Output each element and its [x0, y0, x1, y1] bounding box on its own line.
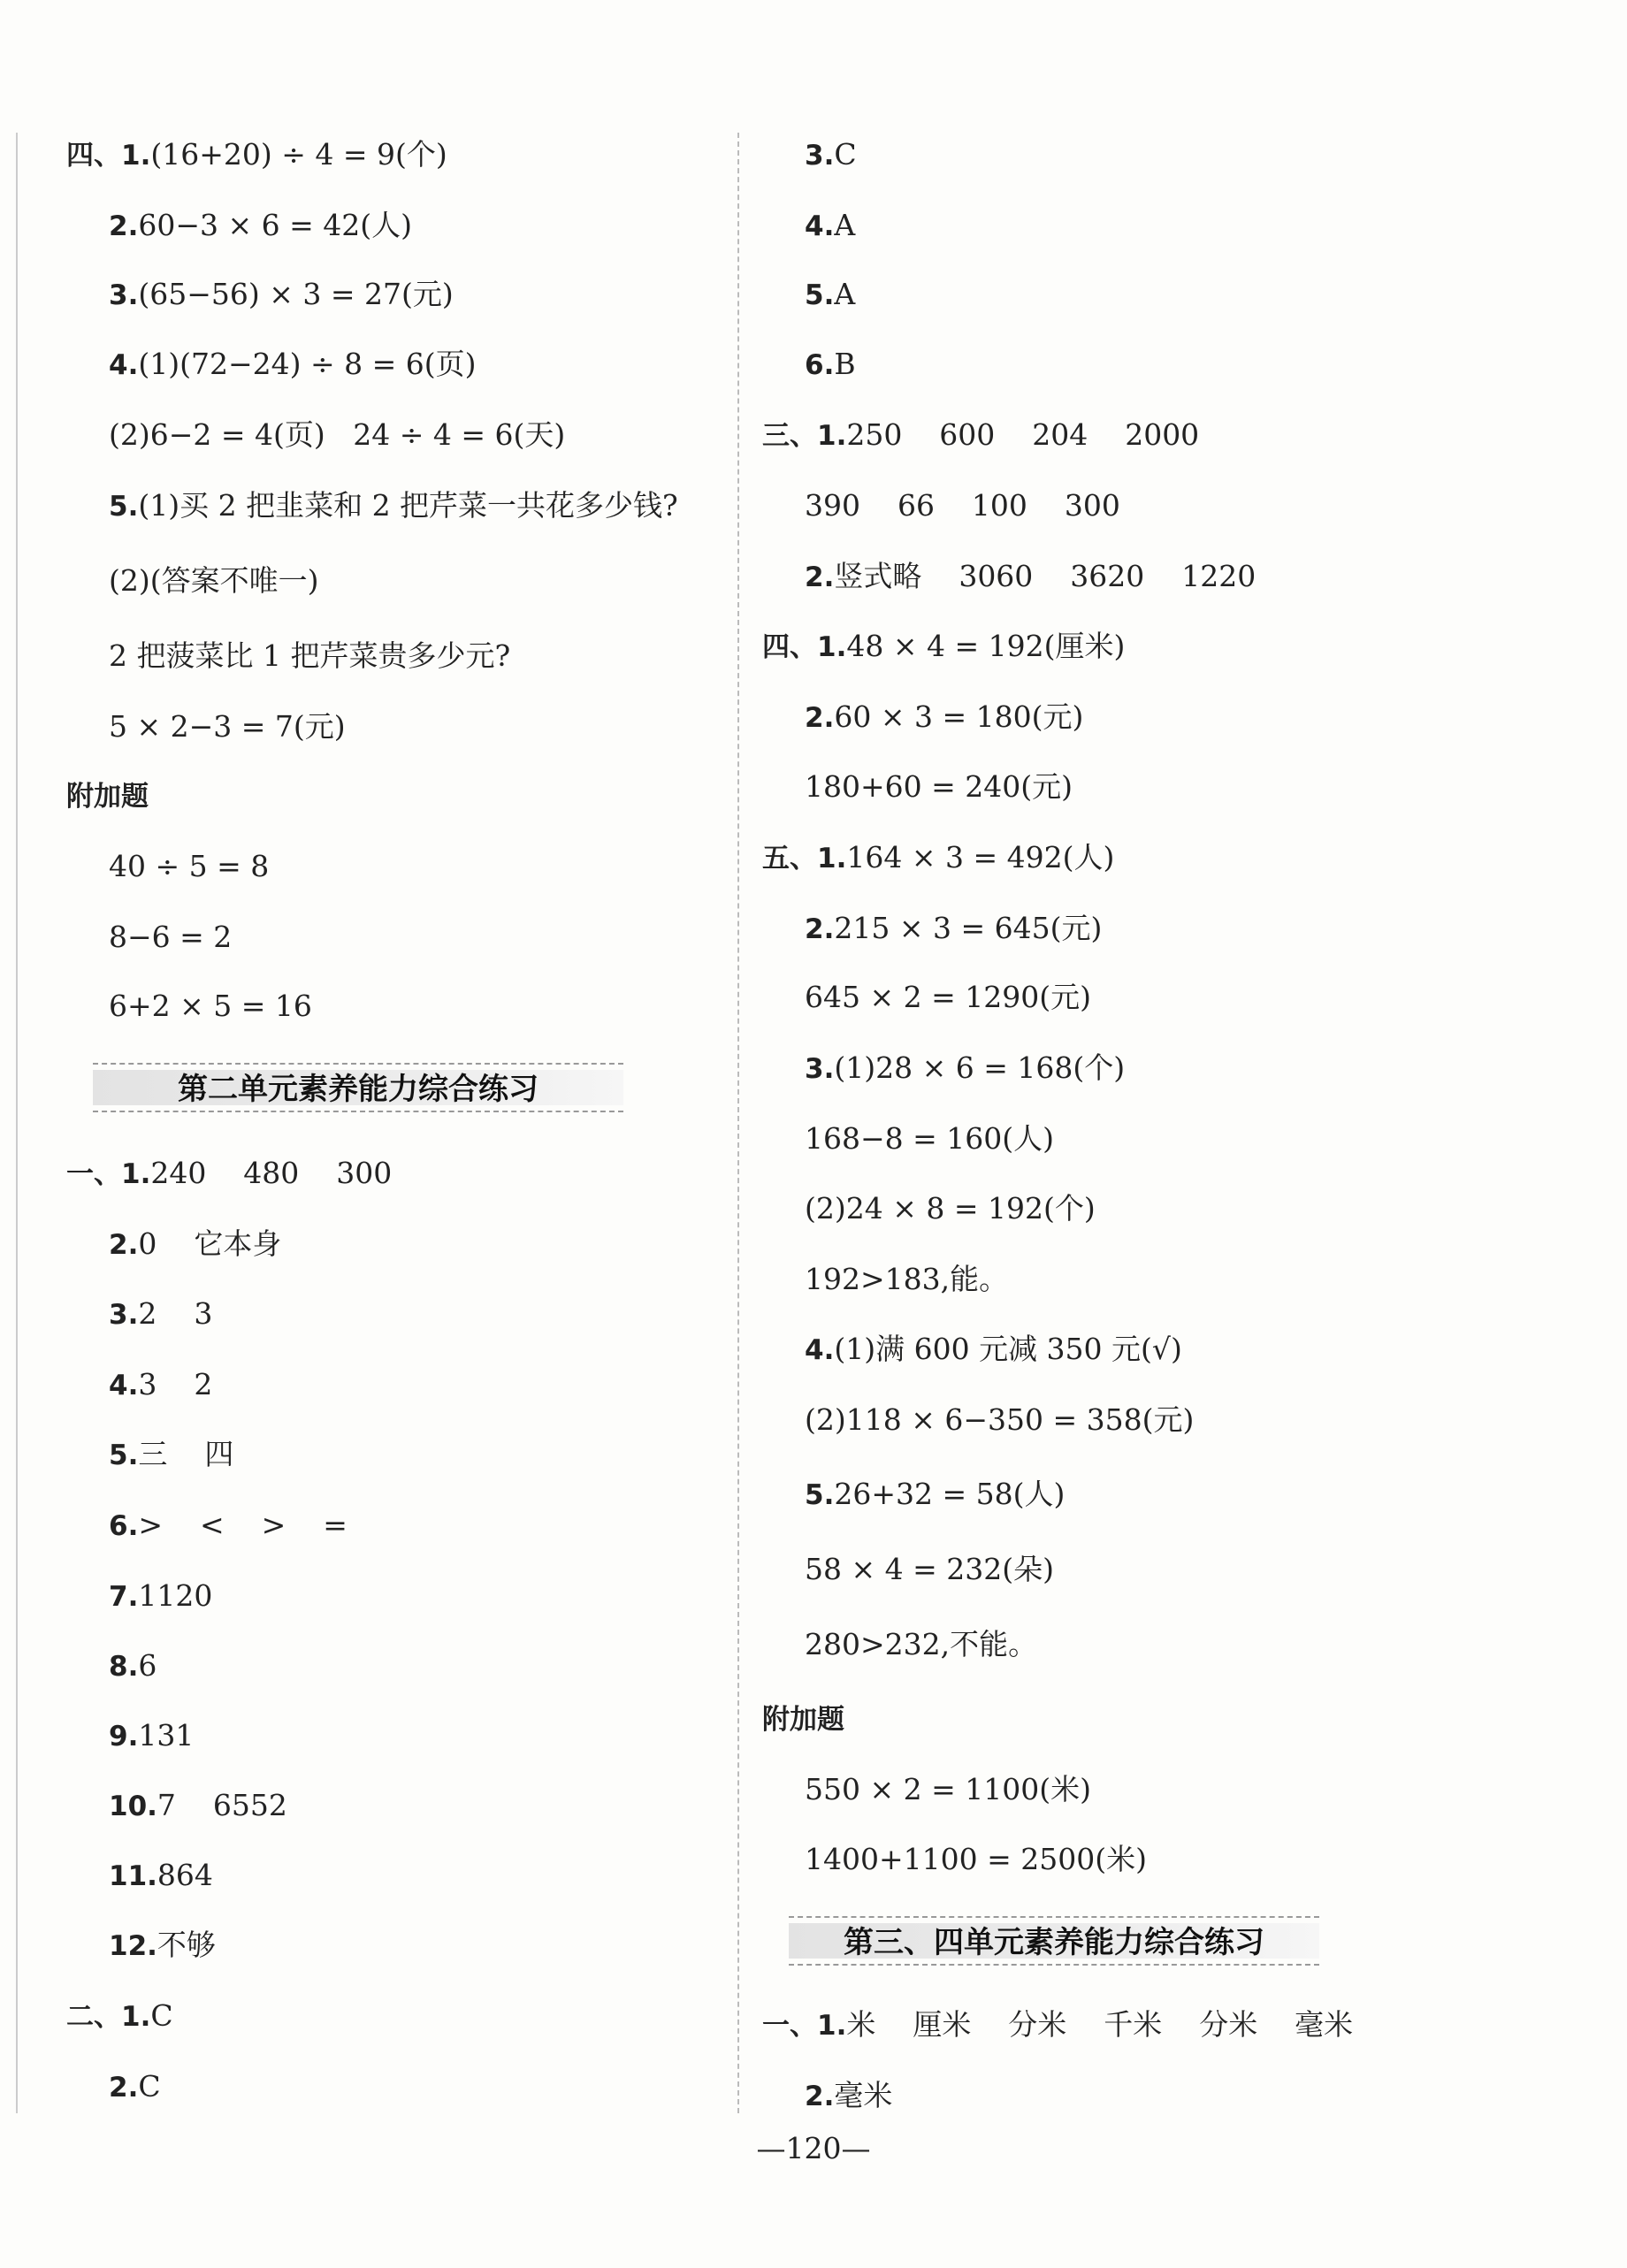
answer-line — [805, 1121, 1054, 1157]
question-number: 10. — [109, 1791, 157, 1822]
question-number: 9. — [109, 1721, 139, 1753]
answer-line — [109, 1367, 212, 1402]
answer-text: C — [138, 2069, 161, 2104]
answer-line — [109, 1437, 233, 1472]
answer-line — [109, 1226, 281, 1262]
answer-line — [805, 980, 1091, 1015]
answer-text: 168−8 = 160(人) — [805, 1121, 1054, 1156]
answer-text: 240 480 300 — [150, 1156, 393, 1190]
answer-text: 40 ÷ 5 = 8 — [109, 849, 270, 883]
answer-text: (2)24 × 8 = 192(个) — [805, 1191, 1096, 1226]
answer-text: 2 3 — [138, 1296, 213, 1331]
question-number: 7. — [109, 1581, 139, 1613]
answer-text: 390 66 100 300 — [805, 488, 1120, 523]
question-number: 6. — [109, 1510, 139, 1542]
answer-line — [109, 1296, 212, 1332]
question-number: 3. — [109, 1299, 139, 1331]
question-number: 2. — [805, 702, 835, 734]
bonus-heading: 附加题 — [762, 1704, 844, 1736]
question-number: 2. — [805, 913, 835, 945]
answer-text: 60 × 3 = 180(元) — [834, 699, 1084, 734]
section-title: 第三、四单元素养能力综合练习 — [844, 1925, 1264, 1960]
answer-line — [66, 778, 149, 813]
answer-text: 164 × 3 = 492(人) — [846, 840, 1115, 874]
question-number: 2. — [805, 2081, 835, 2112]
answer-line — [805, 1477, 1065, 1512]
answer-text: 131 — [138, 1718, 195, 1753]
answer-line — [109, 1578, 212, 1614]
answer-line — [805, 1050, 1125, 1086]
question-number: 5. — [109, 491, 139, 523]
question-number: 4. — [109, 1370, 139, 1401]
question-number: 6. — [805, 349, 835, 381]
answer-line — [762, 1701, 844, 1737]
answer-text: (65−56) × 3 = 27(元) — [138, 277, 454, 311]
answer-line — [109, 989, 312, 1024]
answer-text: 58 × 4 = 232(朵) — [805, 1552, 1054, 1586]
answer-text: B — [834, 347, 856, 381]
answer-text: > < > = — [138, 1508, 348, 1542]
answer-line — [109, 920, 232, 955]
section-header — [93, 1063, 623, 1112]
answer-line — [805, 769, 1073, 805]
answer-line — [805, 2078, 892, 2113]
answer-text: 米 厘米 分米 千米 分米 毫米 — [846, 2007, 1354, 2042]
answer-text: (1)28 × 6 = 168(个) — [834, 1050, 1126, 1085]
answer-line — [805, 208, 855, 243]
answer-line — [109, 849, 269, 884]
question-number: 四、1. — [762, 631, 847, 663]
answer-text: 6 — [138, 1648, 157, 1683]
question-number: 2. — [805, 561, 835, 593]
answer-text: (1)买 2 把韭菜和 2 把芹菜一共花多少钱? — [138, 488, 678, 523]
answer-text: 48 × 4 = 192(厘米) — [846, 629, 1126, 663]
question-number: 4. — [805, 210, 835, 242]
answer-line — [805, 137, 857, 172]
answer-text: 180+60 = 240(元) — [805, 769, 1073, 804]
answer-line — [762, 840, 1114, 875]
answer-line — [109, 1508, 348, 1543]
question-number: 3. — [109, 279, 139, 311]
question-number: 一、1. — [762, 2010, 847, 2042]
question-number: 二、1. — [66, 2001, 151, 2033]
answer-line — [762, 629, 1125, 664]
answer-line — [109, 638, 510, 674]
question-number: 5. — [805, 279, 835, 311]
answer-text: (2)118 × 6−350 = 358(元) — [805, 1402, 1195, 1437]
question-number: 一、1. — [66, 1158, 151, 1190]
answer-text: 1120 — [138, 1578, 213, 1613]
question-number: 4. — [805, 1334, 835, 1366]
bonus-heading: 附加题 — [66, 781, 149, 813]
answer-text: 550 × 2 = 1100(米) — [805, 1772, 1091, 1806]
answer-text: 2 把菠菜比 1 把芹菜贵多少元? — [109, 638, 511, 673]
answer-line — [762, 2007, 1353, 2043]
answer-line — [805, 1842, 1147, 1877]
question-number: 5. — [805, 1479, 835, 1511]
answer-line — [805, 559, 1256, 594]
answer-line — [805, 911, 1102, 946]
answer-line — [805, 1552, 1054, 1587]
answer-text: 645 × 2 = 1290(元) — [805, 980, 1091, 1014]
answer-line — [109, 208, 412, 243]
answer-line — [109, 277, 454, 312]
answer-line — [805, 699, 1083, 735]
answer-text: 0 它本身 — [138, 1226, 282, 1261]
answer-text: 三 四 — [138, 1437, 234, 1471]
answer-line — [805, 347, 856, 382]
page-number: —120— — [756, 2131, 871, 2165]
answer-line — [805, 277, 855, 312]
answer-text: 26+32 = 58(人) — [834, 1477, 1066, 1511]
answer-line — [109, 1788, 287, 1823]
binding-margin-line — [16, 133, 18, 2113]
answer-text: 280>232,不能。 — [805, 1627, 1038, 1661]
answer-text: C — [834, 137, 857, 172]
answer-text: 8−6 = 2 — [109, 920, 233, 954]
answer-line — [109, 709, 346, 745]
answer-text: A — [834, 208, 856, 242]
answer-line — [109, 1928, 216, 1963]
answer-text: 250 600 204 2000 — [846, 417, 1200, 452]
answer-line — [109, 1718, 194, 1753]
question-number: 2. — [109, 2072, 139, 2104]
section-header — [789, 1916, 1319, 1966]
answer-line — [109, 2069, 161, 2104]
answer-line — [805, 1627, 1037, 1662]
answer-line — [66, 1998, 173, 2034]
answer-line — [109, 347, 477, 382]
question-number: 12. — [109, 1930, 157, 1962]
answer-line — [805, 1402, 1194, 1438]
answer-text: 毫米 — [834, 2078, 893, 2112]
answer-line — [805, 1772, 1091, 1807]
answer-line — [66, 137, 447, 172]
answer-line — [109, 1858, 213, 1893]
answer-text: 1400+1100 = 2500(米) — [805, 1842, 1147, 1876]
answer-text: 3 2 — [138, 1367, 213, 1401]
answer-line — [109, 1648, 157, 1684]
section-title: 第二单元素养能力综合练习 — [178, 1072, 539, 1107]
question-number: 4. — [109, 349, 139, 381]
question-number: 2. — [109, 210, 139, 242]
question-number: 2. — [109, 1229, 139, 1261]
question-number: 3. — [805, 1053, 835, 1085]
question-number: 3. — [805, 140, 835, 172]
answer-line — [109, 488, 678, 523]
answer-line — [805, 1191, 1096, 1226]
answer-text: 7 6552 — [157, 1788, 287, 1822]
answer-text: (1)满 600 元减 350 元(√) — [834, 1332, 1182, 1366]
answer-text: 6+2 × 5 = 16 — [109, 989, 312, 1023]
answer-line — [109, 563, 319, 599]
answer-text: 5 × 2−3 = 7(元) — [109, 709, 346, 744]
answer-line — [762, 417, 1199, 453]
answer-text: C — [150, 1998, 173, 2033]
answer-line — [66, 1156, 392, 1191]
answer-line — [805, 488, 1120, 523]
question-number: 四、1. — [66, 140, 151, 172]
answer-text: 215 × 3 = 645(元) — [834, 911, 1103, 945]
answer-line — [109, 417, 565, 453]
question-number: 8. — [109, 1651, 139, 1683]
question-number: 5. — [109, 1439, 139, 1471]
answer-line — [805, 1332, 1182, 1367]
answer-text: 竖式略 3060 3620 1220 — [834, 559, 1257, 593]
answer-text: (2)6−2 = 4(页) 24 ÷ 4 = 6(天) — [109, 417, 566, 452]
answer-line — [805, 1262, 1008, 1297]
answer-text: (2)(答案不唯一) — [109, 563, 319, 598]
answer-text: A — [834, 277, 856, 311]
answer-text: (16+20) ÷ 4 = 9(个) — [150, 137, 447, 172]
question-number: 五、1. — [762, 843, 847, 874]
answer-text: 864 — [157, 1858, 213, 1892]
answer-text: 60−3 × 6 = 42(人) — [138, 208, 412, 242]
answer-text: 不够 — [157, 1928, 216, 1962]
answer-text: (1)(72−24) ÷ 8 = 6(页) — [138, 347, 477, 381]
column-divider — [737, 133, 739, 2113]
answer-text: 192>183,能。 — [805, 1262, 1009, 1296]
question-number: 11. — [109, 1860, 157, 1892]
question-number: 三、1. — [762, 420, 847, 452]
